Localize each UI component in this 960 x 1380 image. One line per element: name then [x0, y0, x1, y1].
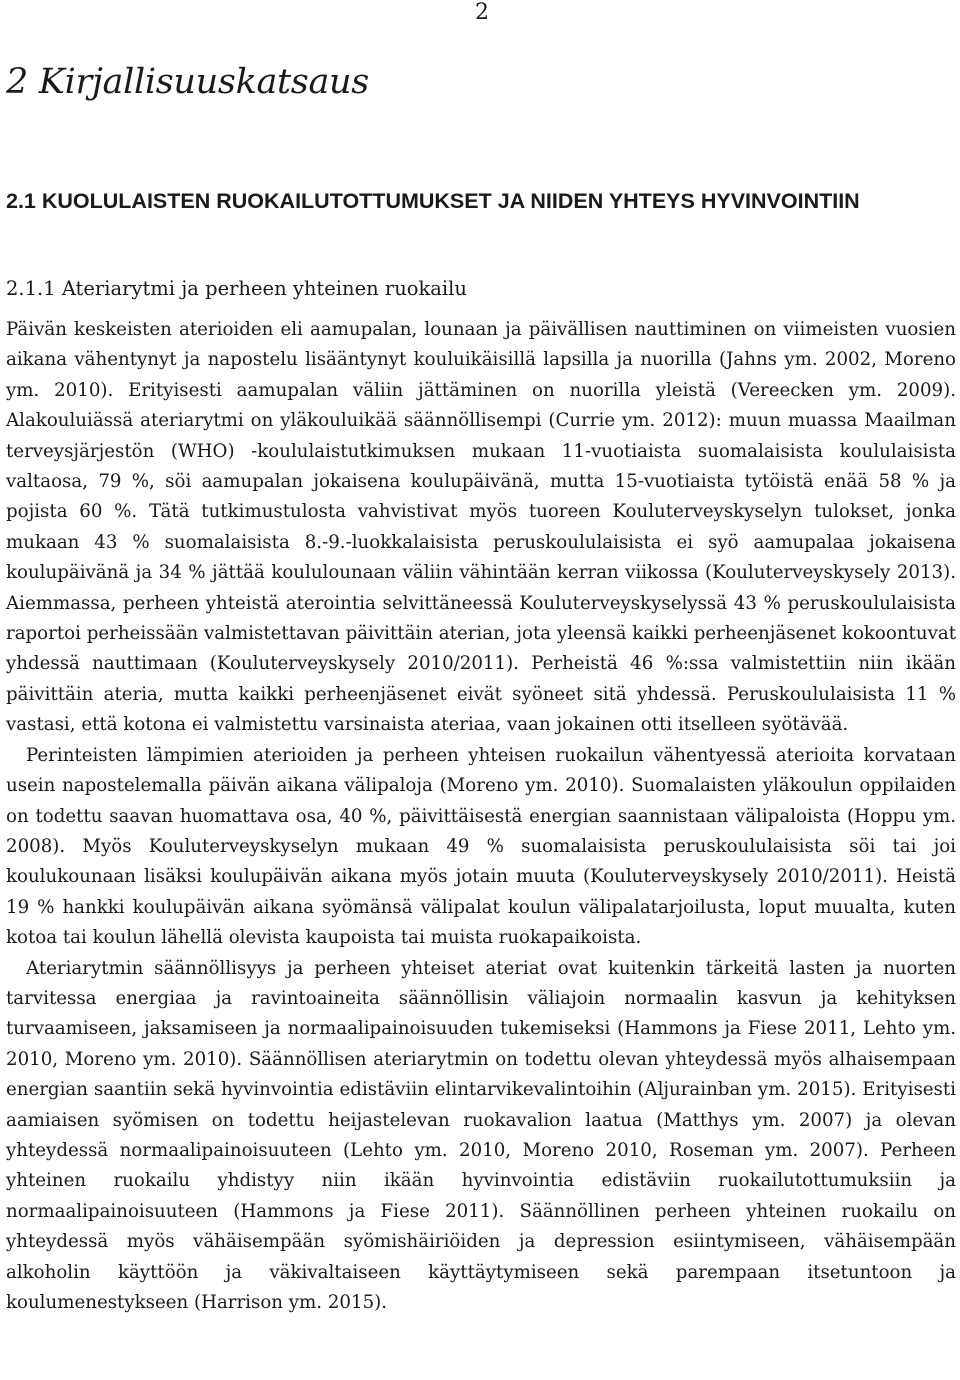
subsection-title: 2.1.1 Ateriarytmi ja perheen yhteinen ruokailu [6, 277, 467, 300]
paragraph: Päivän keskeisten aterioiden eli aamupalan, lounaan ja päivällisen nauttiminen on viimeisten vuosien aikana vähentynyt ja napostelu lisääntynyt kouluikäisillä lapsilla ja nuorilla (Jahns ym. 2002, Moreno ym. 2010). Erityisesti aamupalan väliin jättäminen on nuorilla yleistä (Vereecken ym. 2009). Alakouluiässä ateriarytmi on yläkouluikää säännöllisempi (Currie ym. 2012): muun muassa Maailman terveysjärjestön (WHO) -koululaistutkimuksen mukaan 11-vuotiaista suomalaisista koululaisista valtaosa, 79 %, söi aamupalan jokaisena koulupäivänä, mutta 15-vuotiaista tytöistä enää 58 % ja pojista 60 %. Tätä tutkimustulosta vahvistivat myös tuoreen Kouluterveyskyselyn tulokset, jonka mukaan 43 % suomalaisista 8.-9.-luokkalaisista peruskoululaisista ei syö aamupalaa jokaisena koulupäivänä ja 34 % jättää koululounaan väliin vähintään kerran viikossa (Kouluterveyskysely 2013). Aiemmassa, perheen yhteistä aterointia selvittäneessä Kouluterveyskyselyssä 43 % peruskoululaisista raportoi perheissään valmistettavan päivittäin aterian, jota yleensä kaikki perheenjäsenet kokoontuvat yhdessä nauttimaan (Kouluterveyskysely 2010/2011). Perheistä 46 %:ssa valmistettiin niin ikään päivittäin ateria, mutta kaikki perheenjäsenet eivät syöneet sitä yhdessä. Peruskoululaisista 11 % vastasi, että kotona ei valmistettu varsinaista ateriaa, vaan jokainen otti itselleen syötävää. [6, 319, 956, 736]
paragraph: Ateriarytmin säännöllisyys ja perheen yhteiset ateriat ovat kuitenkin tärkeitä lasten ja nuorten tarvitessa energiaa ja ravintoaineita säännöllisin väliajoin normaalin kasvun ja kehityksen turvaamiseen, jaksamiseen ja normaalipainoisuuden tukemiseksi (Hammons ja Fiese 2011, Lehto ym. 2010, Moreno ym. 2010). Säännöllisen ateriarytmin on todettu olevan yhteydessä myös alhaisempaan energian saantiin sekä hyvinvointia edistäviin elintarvikevalintoihin (Aljurainban ym. 2015). Erityisesti aamiaisen syömisen on todettu heijastelevan ruokavalion laatua (Matthys ym. 2007) ja olevan yhteydessä normaalipainoisuuteen (Lehto ym. 2010, Moreno 2010, Roseman ym. 2007). Perheen yhteinen ruokailu yhdistyy niin ikään hyvinvointia edistäviin ruokailutottumuksiin ja normaalipainoisuuteen (Hammons ja Fiese 2011). Säännöllinen perheen yhteinen ruokailu on yhteydessä myös vähäisempään syömishäiriöiden ja depression esiintymiseen, vähäisempään alkoholin käyttöön ja väkivaltaiseen käyttäytymiseen sekä parempaan itsetuntoon ja koulumenestykseen (Harrison ym. 2015). [6, 957, 956, 1313]
body-text [6, 315, 956, 1318]
chapter-title: 2 Kirjallisuuskatsaus [6, 62, 369, 102]
section-title: 2.1 KUOLULAISTEN RUOKAILUTOTTUMUKSET JA NIIDEN YHTEYS HYVINVOINTIIN [6, 189, 860, 213]
page-number: 2 [475, 0, 489, 25]
paragraph: Perinteisten lämpimien aterioiden ja perheen yhteisen ruokailun vähentyessä aterioita korvataan usein napostelemalla päivän aikana välipaloja (Moreno ym. 2010). Suomalaisten yläkoulun oppilaiden on todettu saavan huomattava osa, 40 %, päivittäisestä energian saannistaan välipaloista (Hoppu ym. 2008). Myös Kouluterveyskyselyn mukaan 49 % suomalaisista peruskoululaisista söi tai joi koulukounaan lisäksi koulupäivän aikana myös jotain muuta (Kouluterveyskysely 2010/2011). Heistä 19 % hankki koulupäivän aikana syömänsä välipalat koulun välipalatarjoilusta, loput muualta, kuten kotoa tai koulun lähellä olevista kaupoista tai muista ruokapaikoista. [6, 744, 956, 949]
